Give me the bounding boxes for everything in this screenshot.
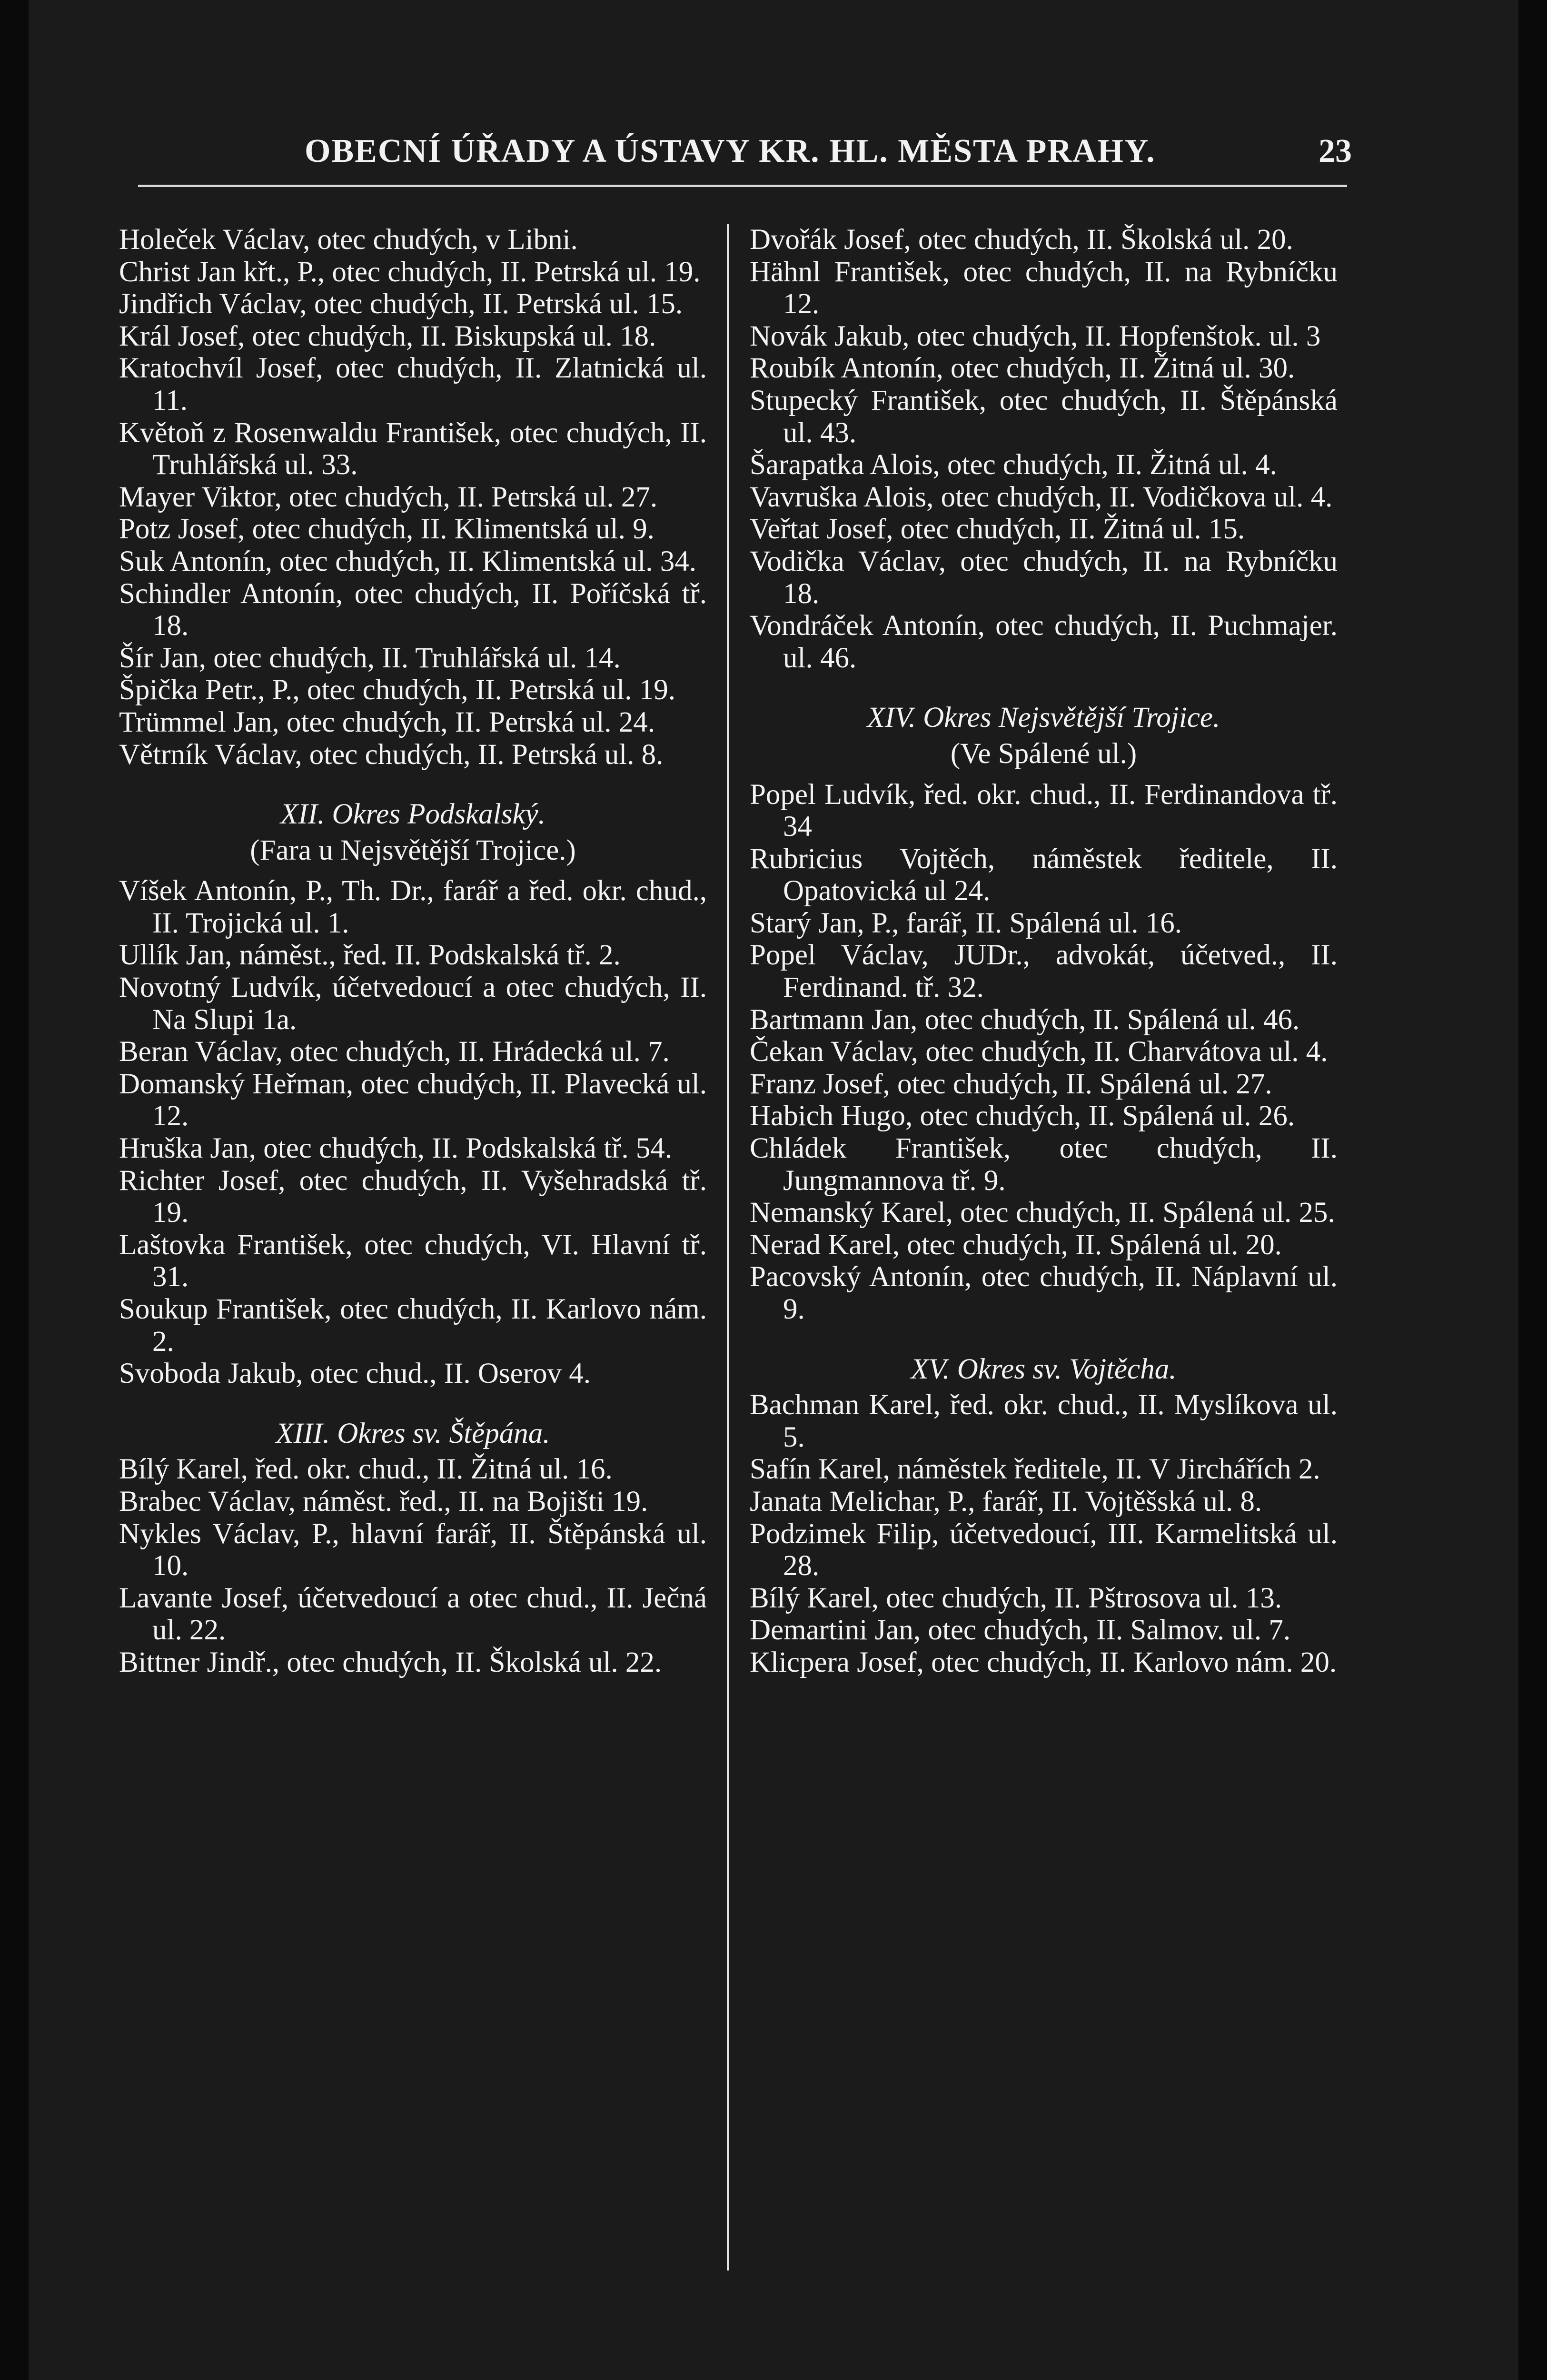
left-entries-top — [119, 224, 707, 771]
list-item: Suk Antonín, otec chudých, II. Klimentská ul. 34. — [119, 545, 697, 577]
list-item: Vavruška Alois, otec chudých, II. Vodičkova ul. 4. — [750, 481, 1333, 513]
list-item: Vodička Václav, otec chudých, II. na Rybníčku 18. — [750, 545, 1338, 610]
list-item: Hruška Jan, otec chudých, II. Podskalská tř. 54. — [119, 1132, 673, 1165]
list-item: Schindler Antonín, otec chudých, II. Poříčská tř. 18. — [119, 577, 707, 642]
page-number: 23 — [1319, 133, 1352, 169]
list-item: Ullík Jan, náměst., řed. II. Podskalská tř. 2. — [119, 939, 621, 972]
list-item: Král Josef, otec chudých, II. Biskupská ul. 18. — [119, 320, 656, 352]
list-item: Christ Jan křt., P., otec chudých, II. Petrská ul. 19. — [119, 256, 701, 288]
list-item: Franz Josef, otec chudých, II. Spálená ul. 27. — [750, 1068, 1272, 1100]
list-item: Popel Ludvík, řed. okr. chud., II. Ferdinandova tř. 34 — [750, 778, 1338, 843]
list-item: Soukup František, otec chudých, II. Karlovo nám. 2. — [119, 1293, 707, 1358]
section-heading-xiii: XIII. Okres sv. Štěpána. — [276, 1417, 550, 1449]
list-item: Holeček Václav, otec chudých, v Libni. — [119, 224, 578, 256]
list-item: Potz Josef, otec chudých, II. Klimentská ul. 9. — [119, 513, 654, 545]
section-xiv-entries — [750, 779, 1338, 1326]
list-item: Laštovka František, otec chudých, VI. Hlavní tř. 31. — [119, 1229, 707, 1293]
section-heading-xiv: XIV. Okres Nejsvětější Trojice. — [867, 702, 1220, 734]
list-item: Větrník Václav, otec chudých, II. Petrská ul. 8. — [119, 738, 664, 771]
list-item: Pacovský Antonín, otec chudých, II. Náplavní ul. 9. — [750, 1261, 1338, 1325]
list-item: Janata Melichar, P., farář, II. Vojtěšská ul. 8. — [750, 1485, 1262, 1517]
running-header — [114, 132, 1352, 175]
list-item: Rubricius Vojtěch, náměstek ředitele, II. Opatovická ul 24. — [750, 843, 1338, 907]
section-xii-entries — [119, 875, 707, 1390]
list-item: Trümmel Jan, otec chudých, II. Petrská ul. 24. — [119, 706, 655, 738]
list-item: Bílý Karel, otec chudých, II. Pštrosova ul. 13. — [750, 1582, 1282, 1614]
list-item: Šarapatka Alois, otec chudých, II. Žitná ul. 4. — [750, 449, 1277, 481]
list-item: Brabec Václav, náměst. řed., II. na Bojišti 19. — [119, 1485, 648, 1517]
list-item: Demartini Jan, otec chudých, II. Salmov. ul. 7. — [750, 1614, 1291, 1646]
list-item: Starý Jan, P., farář, II. Spálená ul. 16. — [750, 907, 1182, 939]
list-item: Jindřich Václav, otec chudých, II. Petrská ul. 15. — [119, 288, 683, 320]
list-item: Čekan Václav, otec chudých, II. Charvátova ul. 4. — [750, 1036, 1328, 1068]
list-item: Chládek František, otec chudých, II. Jungmannova tř. 9. — [750, 1132, 1338, 1197]
list-item: Nerad Karel, otec chudých, II. Spálená ul. 20. — [750, 1229, 1282, 1261]
section-xv-entries — [750, 1389, 1338, 1678]
list-item: Nykles Václav, P., hlavní farář, II. Štěpánská ul. 10. — [119, 1517, 707, 1582]
left-column — [119, 224, 707, 1679]
list-item: Špička Petr., P., otec chudých, II. Petrská ul. 19. — [119, 674, 675, 706]
right-column — [750, 224, 1338, 1679]
section-xiii-entries — [119, 1453, 707, 1678]
list-item: Nemanský Karel, otec chudých, II. Spálená ul. 25. — [750, 1197, 1335, 1229]
list-item: Beran Václav, otec chudých, II. Hrádecká ul. 7. — [119, 1036, 670, 1068]
header-rule — [138, 185, 1347, 187]
section-subheading-xiv: (Ve Spálené ul.) — [950, 737, 1137, 770]
section-heading-xii: XII. Okres Podskalský. — [280, 798, 545, 831]
list-item: Svoboda Jakub, otec chud., II. Oserov 4. — [119, 1358, 591, 1390]
list-item: Šír Jan, otec chudých, II. Truhlářská ul. 14. — [119, 642, 621, 674]
list-item: Bartmann Jan, otec chudých, II. Spálená ul. 46. — [750, 1003, 1300, 1036]
list-item: Kratochvíl Josef, otec chudých, II. Zlatnická ul. 11. — [119, 352, 707, 416]
list-item: Bachman Karel, řed. okr. chud., II. Myslíkova ul. 5. — [750, 1389, 1338, 1453]
column-divider — [727, 224, 729, 2271]
list-item: Lavante Josef, účetvedoucí a otec chud., II. Ječná ul. 22. — [119, 1582, 707, 1646]
list-item: Klicpera Josef, otec chudých, II. Karlovo nám. 20. — [750, 1646, 1337, 1678]
list-item: Novák Jakub, otec chudých, II. Hopfenštok. ul. 3 — [750, 320, 1321, 352]
list-item: Richter Josef, otec chudých, II. Vyšehradská tř. 19. — [119, 1164, 707, 1229]
list-item: Popel Václav, JUDr., advokát, účetved., II. Ferdinand. tř. 32. — [750, 939, 1338, 1004]
list-item: Bílý Karel, řed. okr. chud., II. Žitná ul. 16. — [119, 1453, 613, 1486]
list-item: Bittner Jindř., otec chudých, II. Školská ul. 22. — [119, 1646, 662, 1678]
header-title: OBECNÍ ÚŘADY A ÚSTAVY KR. HL. MĚSTA PRAHY. — [305, 133, 1156, 169]
list-item: Mayer Viktor, otec chudých, II. Petrská ul. 27. — [119, 481, 658, 513]
list-item: Domanský Heřman, otec chudých, II. Plavecká ul. 12. — [119, 1068, 707, 1132]
list-item: Vondráček Antonín, otec chudých, II. Puchmajer. ul. 46. — [750, 610, 1338, 674]
right-entries-top — [750, 224, 1338, 674]
list-item: Podzimek Filip, účetvedoucí, III. Karmelitská ul. 28. — [750, 1517, 1338, 1582]
list-item: Stupecký František, otec chudých, II. Štěpánská ul. 43. — [750, 384, 1338, 449]
list-item: Dvořák Josef, otec chudých, II. Školská ul. 20. — [750, 224, 1293, 256]
book-page — [29, 0, 1518, 2380]
list-item: Habich Hugo, otec chudých, II. Spálená ul. 26. — [750, 1100, 1295, 1132]
list-item: Květoň z Rosenwaldu František, otec chudých, II. Truhlářská ul. 33. — [119, 416, 707, 481]
list-item: Roubík Antonín, otec chudých, II. Žitná ul. 30. — [750, 352, 1295, 385]
list-item: Veřtat Josef, otec chudých, II. Žitná ul. 15. — [750, 513, 1245, 545]
section-heading-xv: XV. Okres sv. Vojtěcha. — [911, 1353, 1177, 1385]
section-subheading-xii: (Fara u Nejsvětější Trojice.) — [250, 834, 576, 866]
list-item: Hähnl František, otec chudých, II. na Rybníčku 12. — [750, 256, 1338, 320]
list-item: Víšek Antonín, P., Th. Dr., farář a řed. okr. chud., II. Trojická ul. 1. — [119, 875, 707, 939]
list-item: Novotný Ludvík, účetvedoucí a otec chudých, II. Na Slupi 1a. — [119, 972, 707, 1036]
list-item: Safín Karel, náměstek ředitele, II. V Jirchářích 2. — [750, 1453, 1320, 1486]
